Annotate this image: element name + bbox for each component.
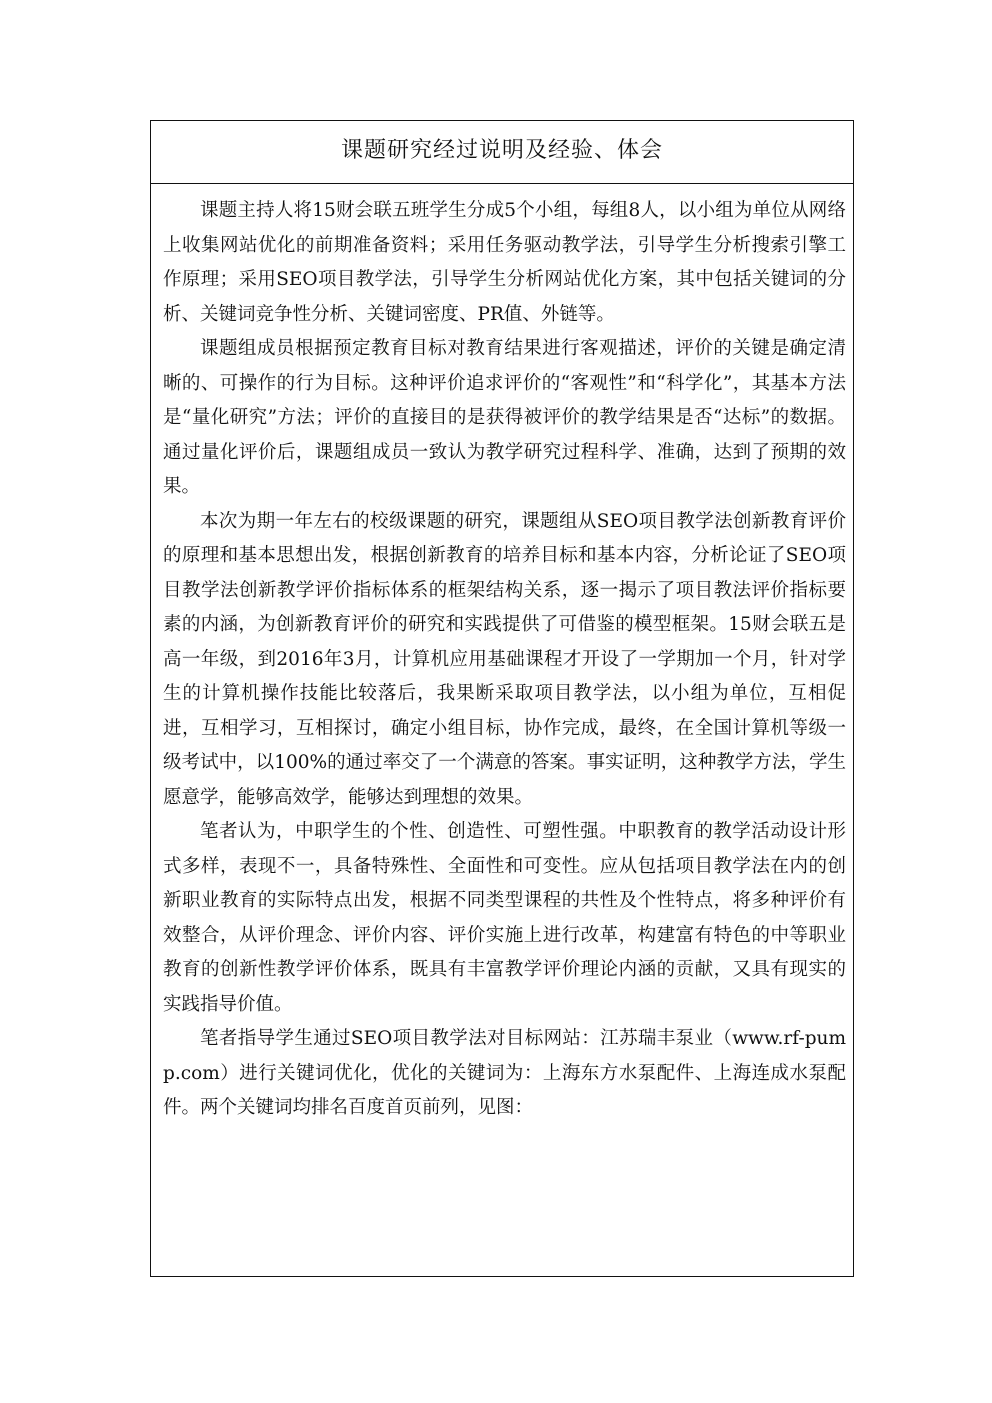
paragraph-2: 课题组成员根据预定教育目标对教育结果进行客观描述，评价的关键是确定清晰的、可操作的行为目标。这种评价追求评价的“客观性”和“科学化”，其基本方法是“量化研究”方法；评价的直接目的是获得被评价的教学结果是否“达标”的数据。通过量化评价后，课题组成员一致认为教学研究过程科学、准确，达到了预期的效果。 (163, 338, 846, 497)
document-title: 课题研究经过说明及经验、体会 (340, 137, 663, 163)
paragraph-1: 课题主持人将15财会联五班学生分成5个小组，每组8人，以小组为单位从网络上收集网站优化的前期准备资料；采用任务驱动教学法，引导学生分析搜索引擎工作原理；采用SEO项目教学法，引导学生分析网站优化方案，其中包括关键词的分析、关键词竞争性分析、关键词密度、PR值、外链等。 (163, 200, 846, 325)
paragraph-4: 笔者认为，中职学生的个性、创造性、可塑性强。中职教育的教学活动设计形式多样，表现不一，具备特殊性、全面性和可变性。应从包括项目教学法在内的创新职业教育的实际特点出发，根据不同类型课程的共性及个性特点，将多种评价有效整合，从评价理念、评价内容、评价实施上进行改革，构建富有特色的中等职业教育的创新性教学评价体系，既具有丰富教学评价理论内涵的贡献，又具有现实的实践指导价值。 (163, 821, 846, 1015)
table-body-cell (151, 184, 853, 1126)
document-table (150, 120, 854, 1277)
paragraph-3: 本次为期一年左右的校级课题的研究，课题组从SEO项目教学法创新教育评价的原理和基本思想出发，根据创新教育的培养目标和基本内容，分析论证了SEO项目教学法创新教学评价指标体系的框架结构关系，逐一揭示了项目教法评价指标要素的内涵，为创新教育评价的研究和实践提供了可借鉴的模型框架。15财会联五是高一年级，到2016年3月，计算机应用基础课程才开设了一学期加一个月，针对学生的计算机操作技能比较落后，我果断采取项目教学法，以小组为单位，互相促进，互相学习，互相探讨，确定小组目标，协作完成，最终，在全国计算机等级一级考试中，以100%的通过率交了一个满意的答案。事实证明，这种教学方法，学生愿意学，能够高效学，能够达到理想的效果。 (163, 510, 846, 808)
paragraph-5: 笔者指导学生通过SEO项目教学法对目标网站：江苏瑞丰泵业（www.rf-pump.com）进行关键词优化，优化的关键词为：上海东方水泵配件、上海连成水泵配件。两个关键词均排名百度首页前列，见图： (163, 1028, 846, 1118)
table-header-row (151, 121, 853, 184)
